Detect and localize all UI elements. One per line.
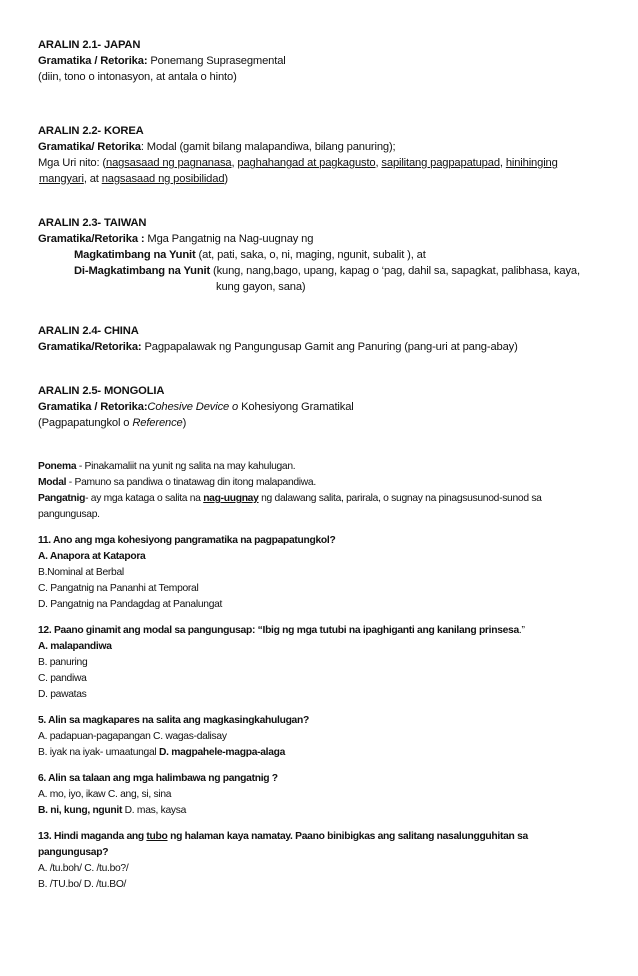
gramatika-label: Gramatika / Retorika: xyxy=(38,401,148,413)
q5-question: 5. Alin sa magkapares na salita ang magkasingkahulugan? xyxy=(38,715,309,726)
q11-option-a: A. Anapora at Katapora xyxy=(38,551,146,562)
uri-item: paghahangad at pagkagusto xyxy=(237,157,376,169)
uri-prefix: Mga Uri nito: ( xyxy=(38,157,106,169)
q13-options-ac: A. /tu.boh/ C. /tu.bo?/ xyxy=(38,863,129,874)
aralin-2-2-heading: ARALIN 2.2- KOREA xyxy=(38,125,144,137)
di-magkatimbang-line xyxy=(74,264,580,278)
q6-options-ac: A. mo, iyo, ikaw C. ang, si, sina xyxy=(38,789,172,800)
aralin-2-1-note: (diin, tono o intonasyon, at antala o hinto) xyxy=(38,71,237,83)
option-answer: D. magpahele-magpa-alaga xyxy=(158,747,286,758)
aralin-2-1-gramatika xyxy=(38,54,286,68)
gramatika-text: Mga Pangatnig na Nag-uugnay ng xyxy=(144,233,314,245)
aralin-2-5-heading: ARALIN 2.5- MONGOLIA xyxy=(38,385,165,397)
gramatika-label: Gramatika/Retorika: xyxy=(38,341,142,353)
q12-option-d: D. pawatas xyxy=(38,689,87,700)
aralin-2-5-note xyxy=(38,416,186,430)
aralin-2-3-gramatika xyxy=(38,232,313,246)
def-text: - Pamuno sa pandiwa o tinatawag din itong malapandiwa. xyxy=(66,477,316,488)
q12-option-a: A. malapandiwa xyxy=(38,641,112,652)
gramatika-text: Kohesiyong Gramatikal xyxy=(238,401,354,413)
def-term: Ponema xyxy=(38,461,77,472)
di-magkatimbang-label: Di-Magkatimbang na Yunit xyxy=(74,265,211,277)
gramatika-text: Pagpapalawak ng Pangungusap Gamit ang Panuring (pang-uri at pang-abay) xyxy=(141,341,518,353)
q6-options-bd xyxy=(38,804,186,818)
question-text: ng halaman kaya namatay. Paano binibigkas ang salitang nasalungguhitan sa xyxy=(167,831,528,842)
question-text: 13. Hindi maganda ang xyxy=(38,831,147,842)
aralin-2-2-gramatika xyxy=(38,140,396,154)
di-magkatimbang-text: (kung, nang,bago, upang, kapag o ‘pag, dahil sa, sapagkat, palibhasa, kaya, xyxy=(210,265,580,277)
gramatika-label: Gramatika/Retorika : xyxy=(38,233,145,245)
q11-option-b: B.Nominal at Berbal xyxy=(38,567,124,578)
question-text: 12. Paano ginamit ang modal sa pangungusap: “Ibig ng mga tutubi na ipaghiganti ang kanilang prinsesa xyxy=(38,625,519,636)
question-underlined: tubo xyxy=(146,831,168,842)
q12-option-b: B. panuring xyxy=(38,657,88,668)
uri-item: mangyari xyxy=(39,173,84,185)
option-text: B. iyak na iyak- umaatungal xyxy=(38,747,159,758)
uri-sep: , at xyxy=(83,173,102,185)
aralin-2-1-heading: ARALIN 2.1- JAPAN xyxy=(38,39,141,51)
gramatika-italic: Cohesive Device o xyxy=(147,401,239,413)
q11-option-d: D. Pangatnig na Pandagdag at Panalungat xyxy=(38,599,223,610)
q13-question xyxy=(38,830,528,844)
uri-item: nagsasaad ng posibilidad xyxy=(101,173,225,185)
q5-options-ac: A. padapuan-pagapangan C. wagas-dalisay xyxy=(38,731,227,742)
gramatika-label: Gramatika/ Retorika xyxy=(38,141,141,153)
uri-suffix: ) xyxy=(224,173,228,185)
def-term: Modal xyxy=(38,477,67,488)
uri-sep: , xyxy=(499,157,506,169)
magkatimbang-text: (at, pati, saka, o, ni, maging, ngunit, subalit ), at xyxy=(195,249,426,261)
gramatika-text: Ponemang Suprasegmental xyxy=(147,55,286,67)
def-pangatnig-cont: pangungusap. xyxy=(38,509,100,520)
uri-sep: , xyxy=(231,157,238,169)
uri-item: sapilitang pagpapatupad xyxy=(381,157,500,169)
aralin-2-3-heading: ARALIN 2.3- TAIWAN xyxy=(38,217,147,229)
aralin-2-2-uri-line1 xyxy=(38,156,558,170)
option-text: D. mas, kaysa xyxy=(122,805,187,816)
q13-question-cont: pangungusap? xyxy=(38,847,109,858)
aralin-2-5-gramatika xyxy=(38,400,354,414)
def-underlined: nag-uugnay xyxy=(203,493,259,504)
def-term: Pangatnig xyxy=(38,493,86,504)
note-suffix: ) xyxy=(182,417,187,429)
q12-question xyxy=(38,624,525,638)
q12-option-c: C. pandiwa xyxy=(38,673,87,684)
q13-options-bd: B. /TU.bo/ D. /tu.BO/ xyxy=(38,879,127,890)
option-answer: B. ni, kung, ngunit xyxy=(38,805,123,816)
gramatika-text: : Modal (gamit bilang malapandiwa, bilang panuring); xyxy=(140,141,396,153)
q6-question: 6. Alin sa talaan ang mga halimbawa ng pangatnig ? xyxy=(38,773,278,784)
note-prefix: (Pagpapatungkol o xyxy=(38,417,133,429)
magkatimbang-label: Magkatimbang na Yunit xyxy=(74,249,196,261)
aralin-2-2-uri-line2 xyxy=(39,172,228,186)
def-text: - Pinakamaliit na yunit ng salita na may kahulugan. xyxy=(76,461,296,472)
q11-option-c: C. Pangatnig na Pananhi at Temporal xyxy=(38,583,199,594)
def-ponema xyxy=(38,460,295,474)
note-italic: Reference xyxy=(132,417,183,429)
uri-item: nagsasaad ng pagnanasa xyxy=(106,157,232,169)
di-magkatimbang-cont: kung gayon, sana) xyxy=(216,281,306,293)
aralin-2-4-heading: ARALIN 2.4- CHINA xyxy=(38,325,139,337)
aralin-2-4-gramatika xyxy=(38,340,518,354)
def-text: - ay mga kataga o salita na xyxy=(85,493,204,504)
question-end: .” xyxy=(518,625,525,636)
q11-question: 11. Ano ang mga kohesiyong pangramatika na pagpapatungkol? xyxy=(38,535,336,546)
uri-sep: , xyxy=(375,157,382,169)
def-pangatnig xyxy=(38,492,542,506)
uri-item: hinihinging xyxy=(505,157,558,169)
q5-options-bd xyxy=(38,746,285,760)
def-text: ng dalawang salita, parirala, o sugnay na pinagsusunod-sunod sa xyxy=(258,493,542,504)
def-modal xyxy=(38,476,316,490)
magkatimbang-line xyxy=(74,248,426,262)
gramatika-label: Gramatika / Retorika: xyxy=(38,55,148,67)
